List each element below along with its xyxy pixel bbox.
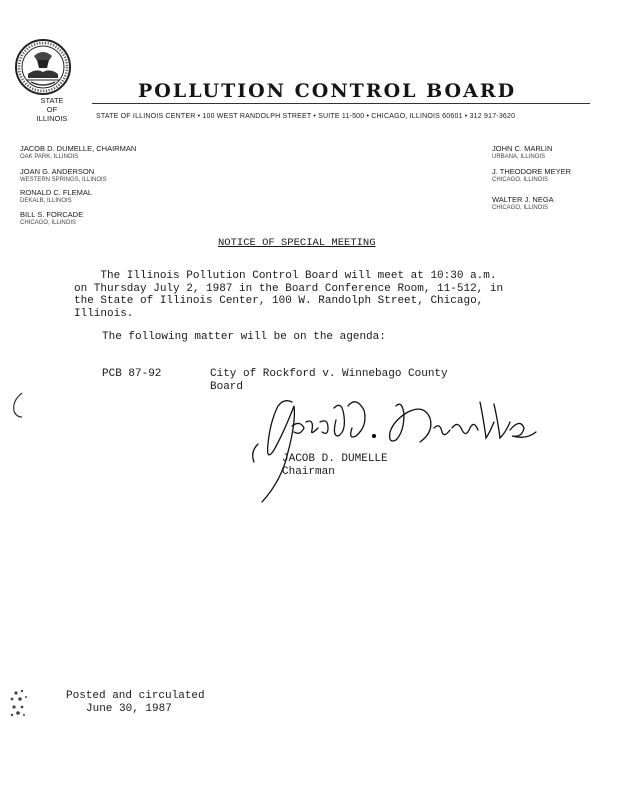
state-seal-icon bbox=[14, 38, 72, 96]
board-member: JOAN G. ANDERSON WESTERN SPRINGS, ILLINOIS bbox=[20, 167, 107, 183]
posting-note bbox=[66, 690, 205, 715]
board-member: WALTER J. NEGA CHICAGO, ILLINOIS bbox=[492, 195, 554, 211]
agenda-intro: The following matter will be on the agenda: bbox=[102, 331, 386, 343]
board-member: J. THEODORE MEYER CHICAGO, ILLINOIS bbox=[492, 167, 572, 183]
posting-date: June 30, 1987 bbox=[86, 702, 172, 715]
state-label: STATE OF ILLINOIS bbox=[36, 96, 68, 123]
case-title: City of Rockford v. Winnebago County Board bbox=[210, 368, 448, 393]
hole-punch-mark-icon bbox=[4, 385, 38, 425]
chairman-signature bbox=[248, 392, 538, 508]
board-member: BILL S. FORCADE CHICAGO, ILLINOIS bbox=[20, 210, 84, 226]
board-member: JOHN C. MARLIN URBANA, ILLINOIS bbox=[492, 144, 553, 160]
board-address: STATE OF ILLINOIS CENTER • 100 WEST RANDOLPH STREET • SUITE 11-500 • CHICAGO, ILLINOIS 60601 • 312 917-3620 bbox=[96, 113, 516, 120]
board-member: RONALD C. FLEMAL DEKALB, ILLINOIS bbox=[20, 188, 93, 204]
stamp-mark-icon bbox=[4, 685, 44, 725]
board-name-heading: POLLUTION CONTROL BOARD bbox=[138, 80, 517, 102]
notice-paragraph: The Illinois Pollution Control Board will meet at 10:30 a.m. on Thursday July 2, 1987 in the Board Conference Room, 11-512, in the State of Illinois Center, 100 W. Randolph Street, Chicago, Illinois. bbox=[74, 270, 504, 320]
signatory-title: Chairman bbox=[282, 465, 335, 478]
posting-line: Posted and circulated bbox=[66, 690, 205, 702]
notice-title: NOTICE OF SPECIAL MEETING bbox=[218, 237, 376, 249]
board-member: JACOB D. DUMELLE, CHAIRMAN OAK PARK, ILLINOIS bbox=[20, 144, 137, 160]
signatory-block bbox=[282, 453, 388, 478]
signatory-name: JACOB D. DUMELLE bbox=[282, 453, 388, 465]
letterhead-rule bbox=[92, 103, 590, 104]
case-number: PCB 87-92 bbox=[102, 368, 162, 380]
